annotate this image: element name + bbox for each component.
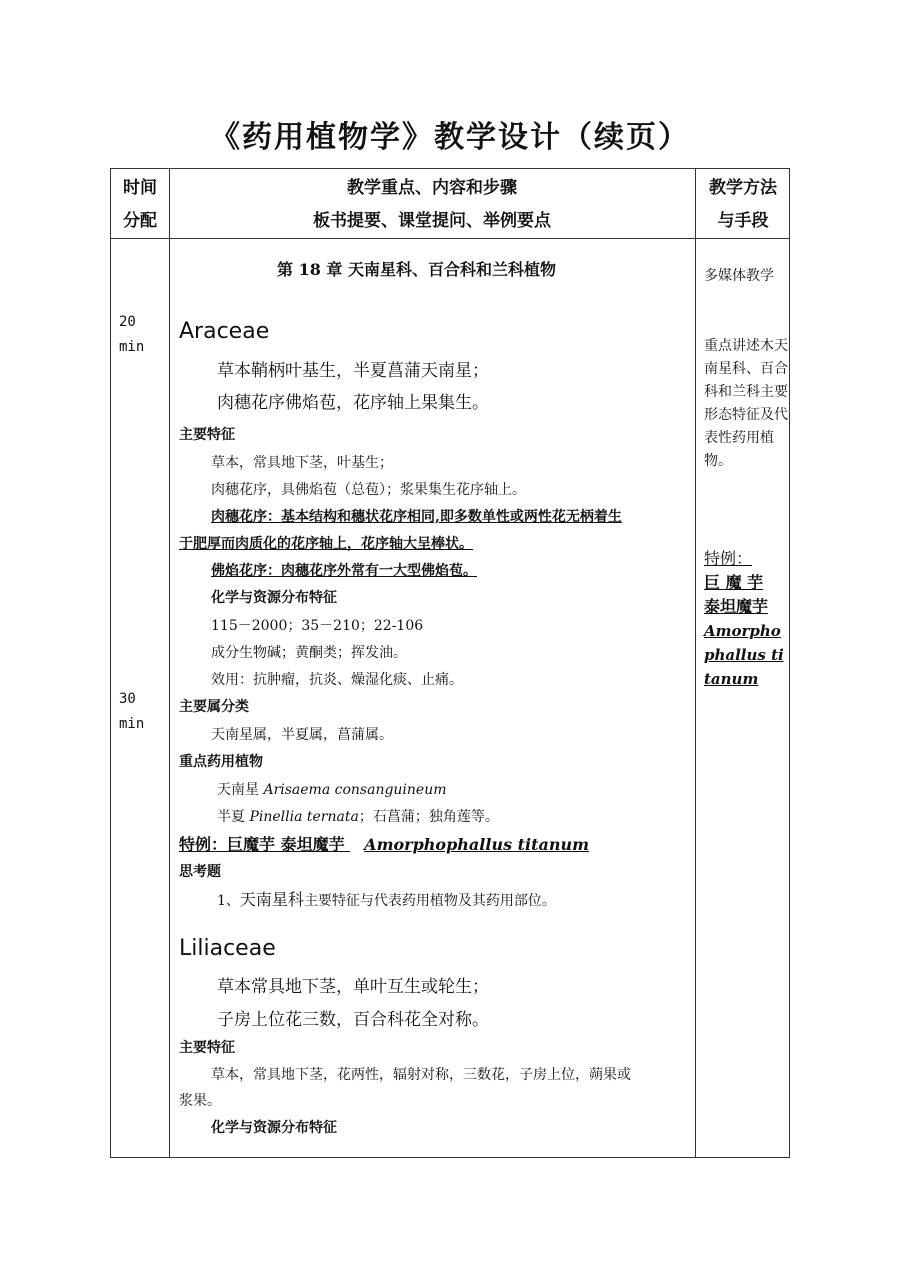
plant-entry: 半夏 Pinellia ternata；石菖蒲；独角莲等。 — [217, 809, 499, 825]
time-unit: min — [119, 339, 145, 355]
verse-line: 草本常具地下茎，单叶互生或轮生； — [217, 977, 489, 997]
time-20: 20 — [119, 314, 136, 330]
method-example: 特例： 巨 魔 芋 泰坦魔芋 Amorphophallus titanum — [704, 549, 784, 688]
method-multimedia: 多媒体教学 — [704, 268, 774, 284]
header-divider — [111, 238, 789, 239]
verse-line: 肉穗花序佛焰苞，花序轴上果集生。 — [217, 393, 489, 413]
teaching-design-table — [110, 168, 790, 1158]
section-heading: 化学与资源分布特征 — [211, 1120, 337, 1136]
family-name-araceae: Araceae — [179, 319, 270, 344]
feature-text: 浆果。 — [179, 1093, 221, 1109]
verse-line: 草本鞘柄叶基生，半夏菖蒲天南星； — [217, 361, 489, 381]
verse-line: 子房上位花三数，百合科花全对称。 — [217, 1010, 489, 1030]
feature-text: 草本，常具地下茎，花两性，辐射对称，三数花，子房上位，蒴果或 — [211, 1067, 631, 1083]
column-divider — [695, 169, 696, 1157]
section-heading: 主要属分类 — [179, 699, 249, 715]
header-time: 时间 分配 — [123, 178, 157, 231]
definition-spathe: 佛焰花序：肉穗花序外常有一大型佛焰苞。 — [211, 563, 477, 579]
chem-numbers: 115－2000；35－210；22-106 — [211, 618, 424, 634]
column-divider — [169, 169, 170, 1157]
chem-effect: 效用：抗肿瘤，抗炎、燥湿化痰、止痛。 — [211, 672, 463, 688]
genera-text: 天南星属，半夏属，菖蒲属。 — [211, 727, 393, 743]
think-question: 1、天南星科主要特征与代表药用植物及其药用部位。 — [217, 890, 556, 909]
chapter-heading: 第 18 章 天南星科、百合科和兰科植物 — [277, 260, 556, 279]
plant-entry: 天南星 Arisaema consanguineum — [217, 782, 447, 798]
chem-components: 成分生物碱；黄酮类；挥发油。 — [211, 645, 407, 661]
special-example: 特例：巨魔芋 泰坦魔芋 Amorphophallus titanum — [179, 835, 590, 854]
time-unit: min — [119, 716, 145, 732]
definition-spadix: 于肥厚而肉质化的花序轴上，花序轴大呈棒状。 — [179, 536, 473, 552]
feature-text: 肉穗花序，具佛焰苞（总苞）；浆果集生花序轴上。 — [211, 482, 526, 498]
header-content: 教学重点、内容和步骤 板书提要、课堂提问、举例要点 — [313, 178, 551, 231]
page-title: 《药用植物学》教学设计（续页） — [210, 120, 690, 155]
header-methods: 教学方法 与手段 — [709, 178, 777, 231]
section-heading: 主要特征 — [179, 1040, 235, 1056]
method-emphasis: 重点讲述木天南星科、百合科和兰科主要形态特征及代表性药用植物。 — [704, 338, 788, 469]
feature-text: 草本，常具地下茎，叶基生； — [211, 455, 393, 471]
definition-spadix: 肉穗花序：基本结构和穗状花序相同,即多数单性或两性花无柄着生 — [211, 509, 622, 525]
time-30: 30 — [119, 691, 136, 707]
section-heading: 化学与资源分布特征 — [211, 590, 337, 606]
section-heading: 思考题 — [179, 864, 221, 880]
section-heading: 重点药用植物 — [179, 754, 263, 770]
family-name-liliaceae: Liliaceae — [179, 936, 276, 961]
section-heading: 主要特征 — [179, 427, 235, 443]
